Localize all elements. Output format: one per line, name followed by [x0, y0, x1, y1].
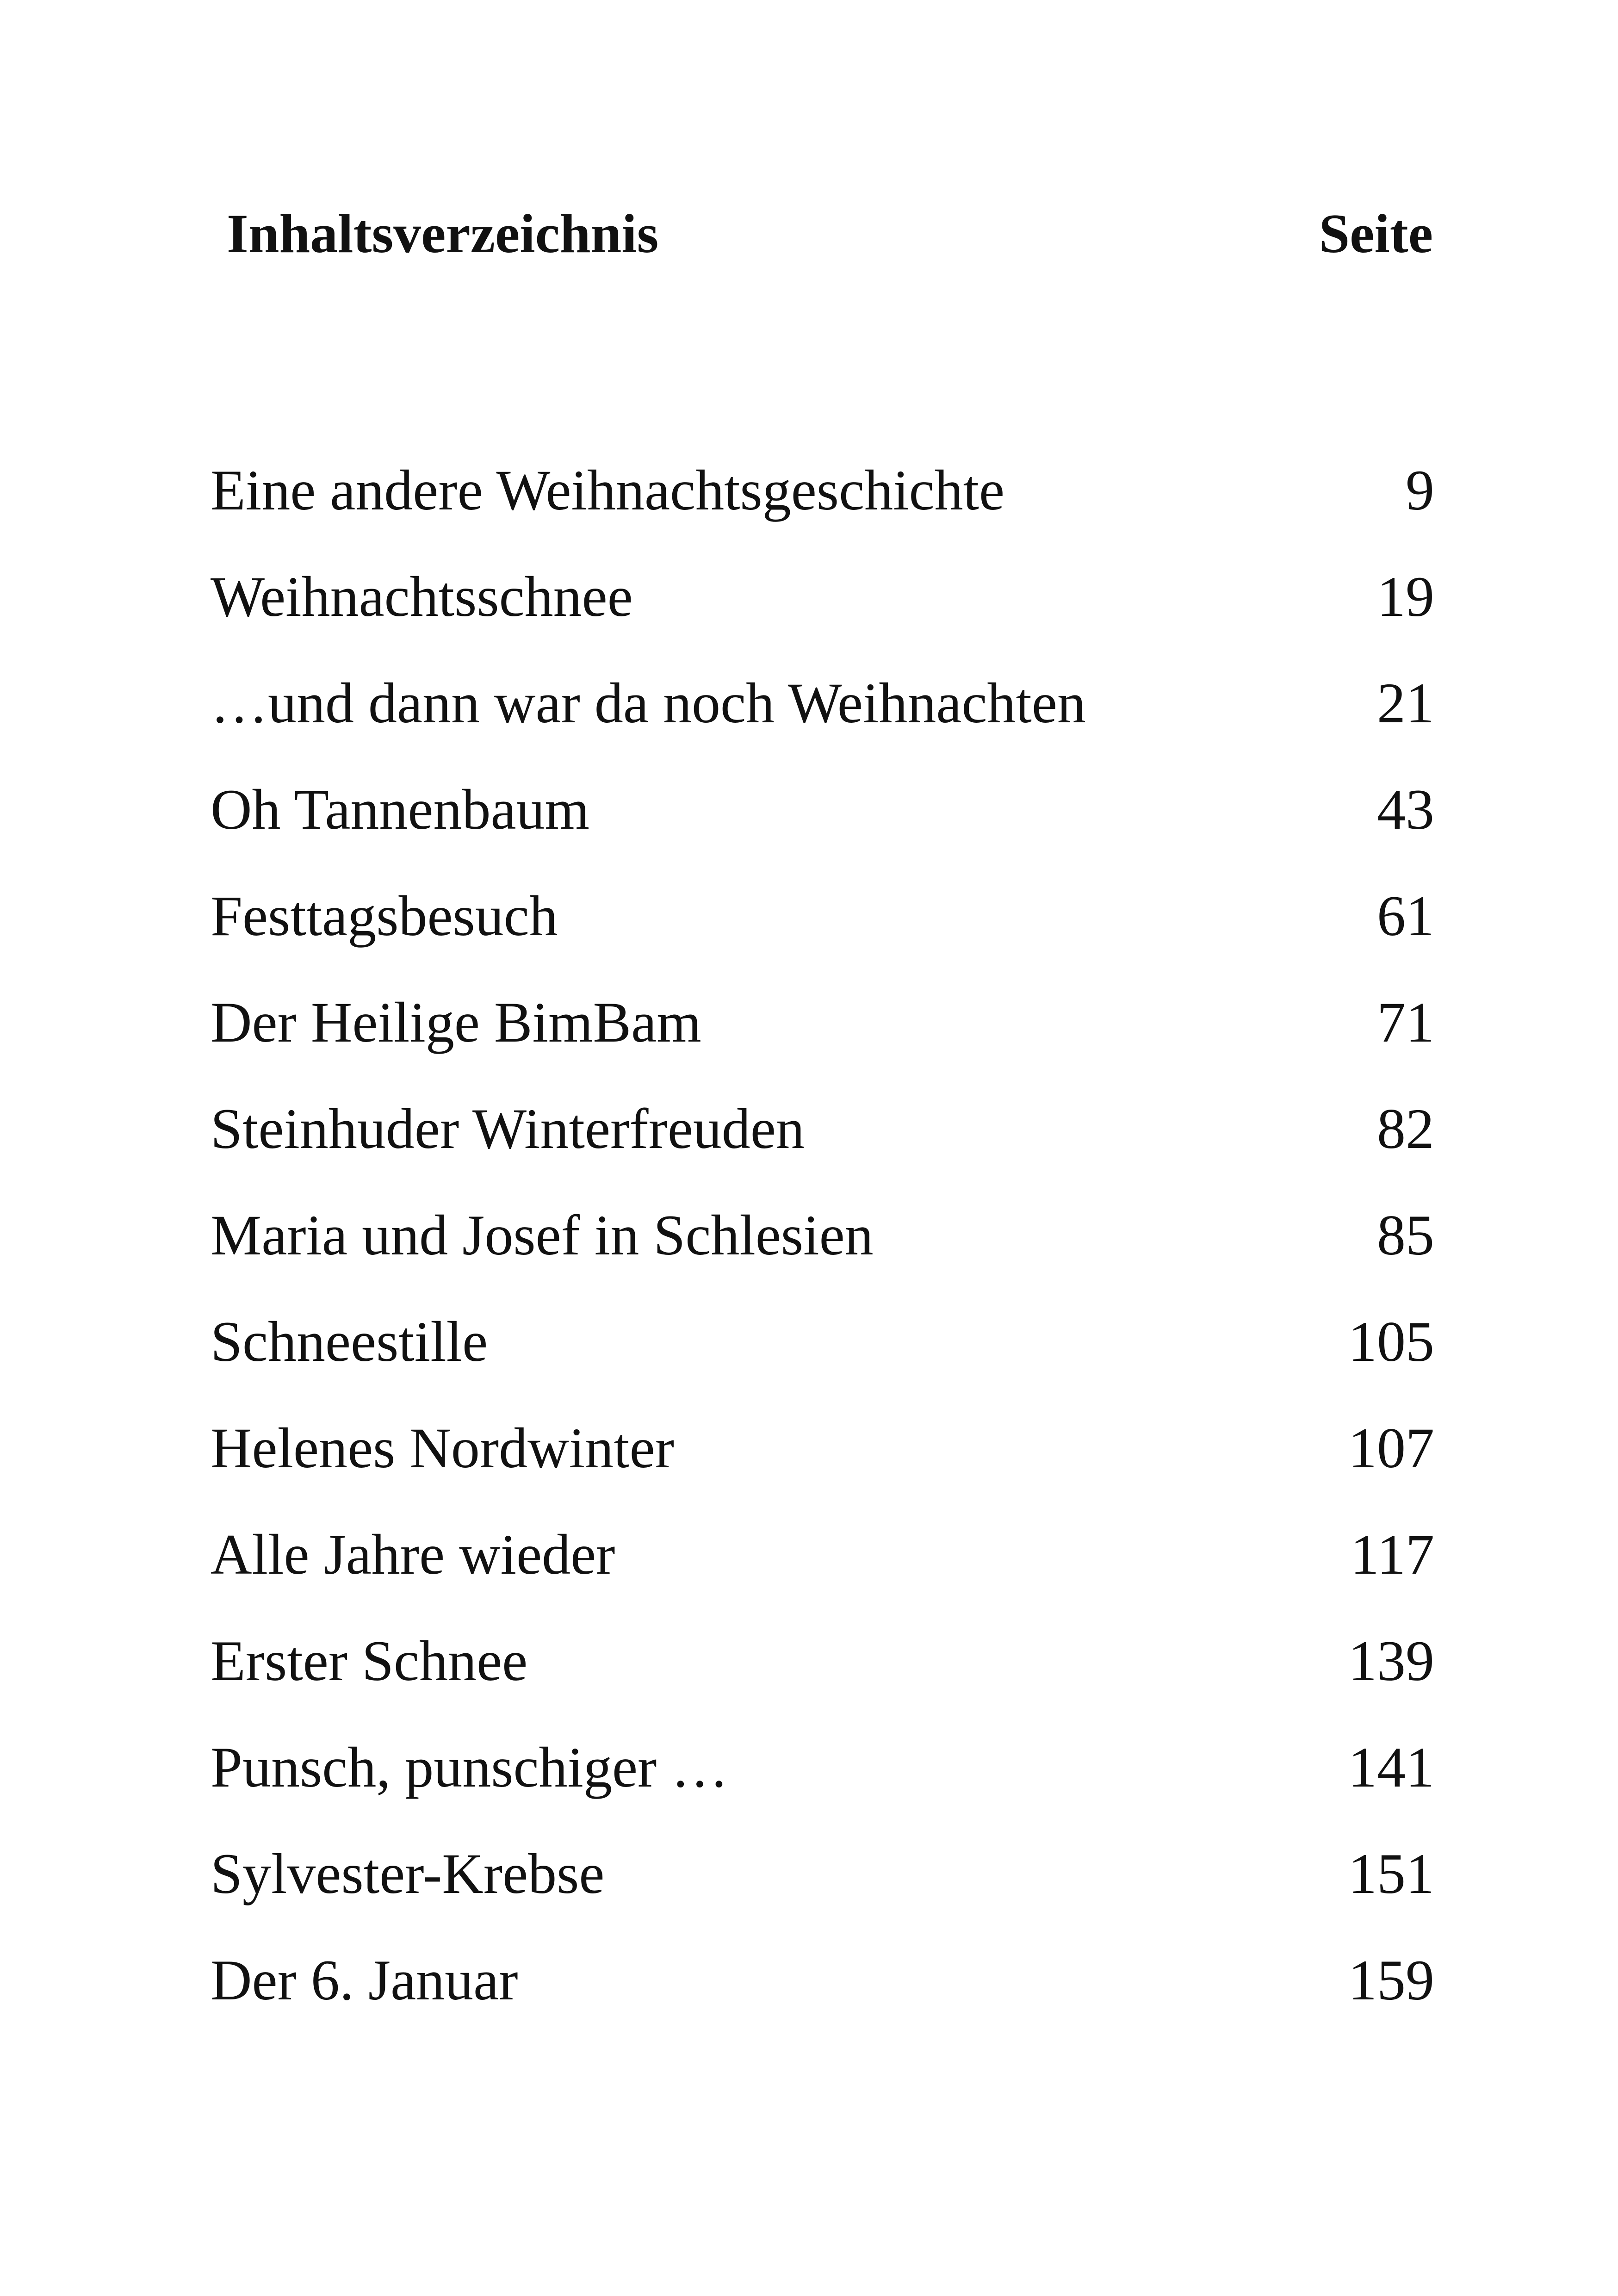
toc-entry — [211, 757, 1434, 863]
toc-entry-page: 61 — [1377, 884, 1434, 948]
toc-entry-title: Steinhuder Winterfreuden — [211, 1097, 805, 1160]
toc-entry — [211, 650, 1434, 757]
toc-entry — [211, 1821, 1434, 1927]
toc-entry-title: Erster Schnee — [211, 1629, 528, 1693]
toc-entry — [211, 1076, 1434, 1182]
toc-entry-page: 71 — [1377, 991, 1434, 1054]
toc-entry-page: 43 — [1377, 778, 1434, 841]
toc-entry-page: 105 — [1348, 1310, 1434, 1373]
toc-header — [0, 199, 1618, 268]
toc-entry-title: Punsch, punschiger … — [211, 1736, 729, 1799]
toc-entry — [211, 1289, 1434, 1395]
toc-entry — [211, 863, 1434, 969]
toc-entry-page: 141 — [1348, 1736, 1434, 1799]
toc-entry — [211, 544, 1434, 650]
page-column-heading: Seite — [1319, 203, 1433, 264]
toc-entry-title: Der 6. Januar — [211, 1948, 518, 2012]
toc-entry-page: 19 — [1377, 565, 1434, 628]
toc-entry — [211, 1608, 1434, 1714]
toc-entry-page: 139 — [1348, 1629, 1434, 1693]
toc-entry-title: Schneestille — [211, 1310, 488, 1373]
toc-entry-page: 117 — [1350, 1523, 1434, 1586]
table-of-contents — [211, 437, 1434, 2034]
toc-entry-title: Der Heilige BimBam — [211, 991, 701, 1054]
toc-entry — [211, 437, 1434, 544]
toc-entry-page: 21 — [1377, 671, 1434, 735]
toc-entry-title: Maria und Josef in Schlesien — [211, 1204, 874, 1267]
toc-entry — [211, 1395, 1434, 1502]
toc-entry-title: Helenes Nordwinter — [211, 1416, 674, 1480]
toc-entry-page: 82 — [1377, 1097, 1434, 1160]
toc-entry-page: 9 — [1406, 459, 1434, 522]
toc-entry — [211, 1927, 1434, 2034]
toc-entry-title: …und dann war da noch Weihnachten — [211, 671, 1086, 735]
toc-heading: Inhaltsverzeichnis — [227, 203, 659, 264]
toc-entry-page: 107 — [1348, 1416, 1434, 1480]
toc-entry-title: Eine andere Weihnachtsgeschichte — [211, 459, 1005, 522]
toc-entry — [211, 1714, 1434, 1821]
toc-entry-page: 159 — [1348, 1948, 1434, 2012]
toc-entry — [211, 969, 1434, 1076]
toc-entry — [211, 1182, 1434, 1289]
toc-entry-page: 85 — [1377, 1204, 1434, 1267]
toc-entry — [211, 1502, 1434, 1608]
toc-entry-title: Oh Tannenbaum — [211, 778, 589, 841]
toc-entry-page: 151 — [1348, 1842, 1434, 1905]
toc-entry-title: Sylvester-Krebse — [211, 1842, 605, 1905]
toc-entry-title: Alle Jahre wieder — [211, 1523, 615, 1586]
toc-entry-title: Weihnachtsschnee — [211, 565, 633, 628]
toc-entry-title: Festtagsbesuch — [211, 884, 558, 948]
